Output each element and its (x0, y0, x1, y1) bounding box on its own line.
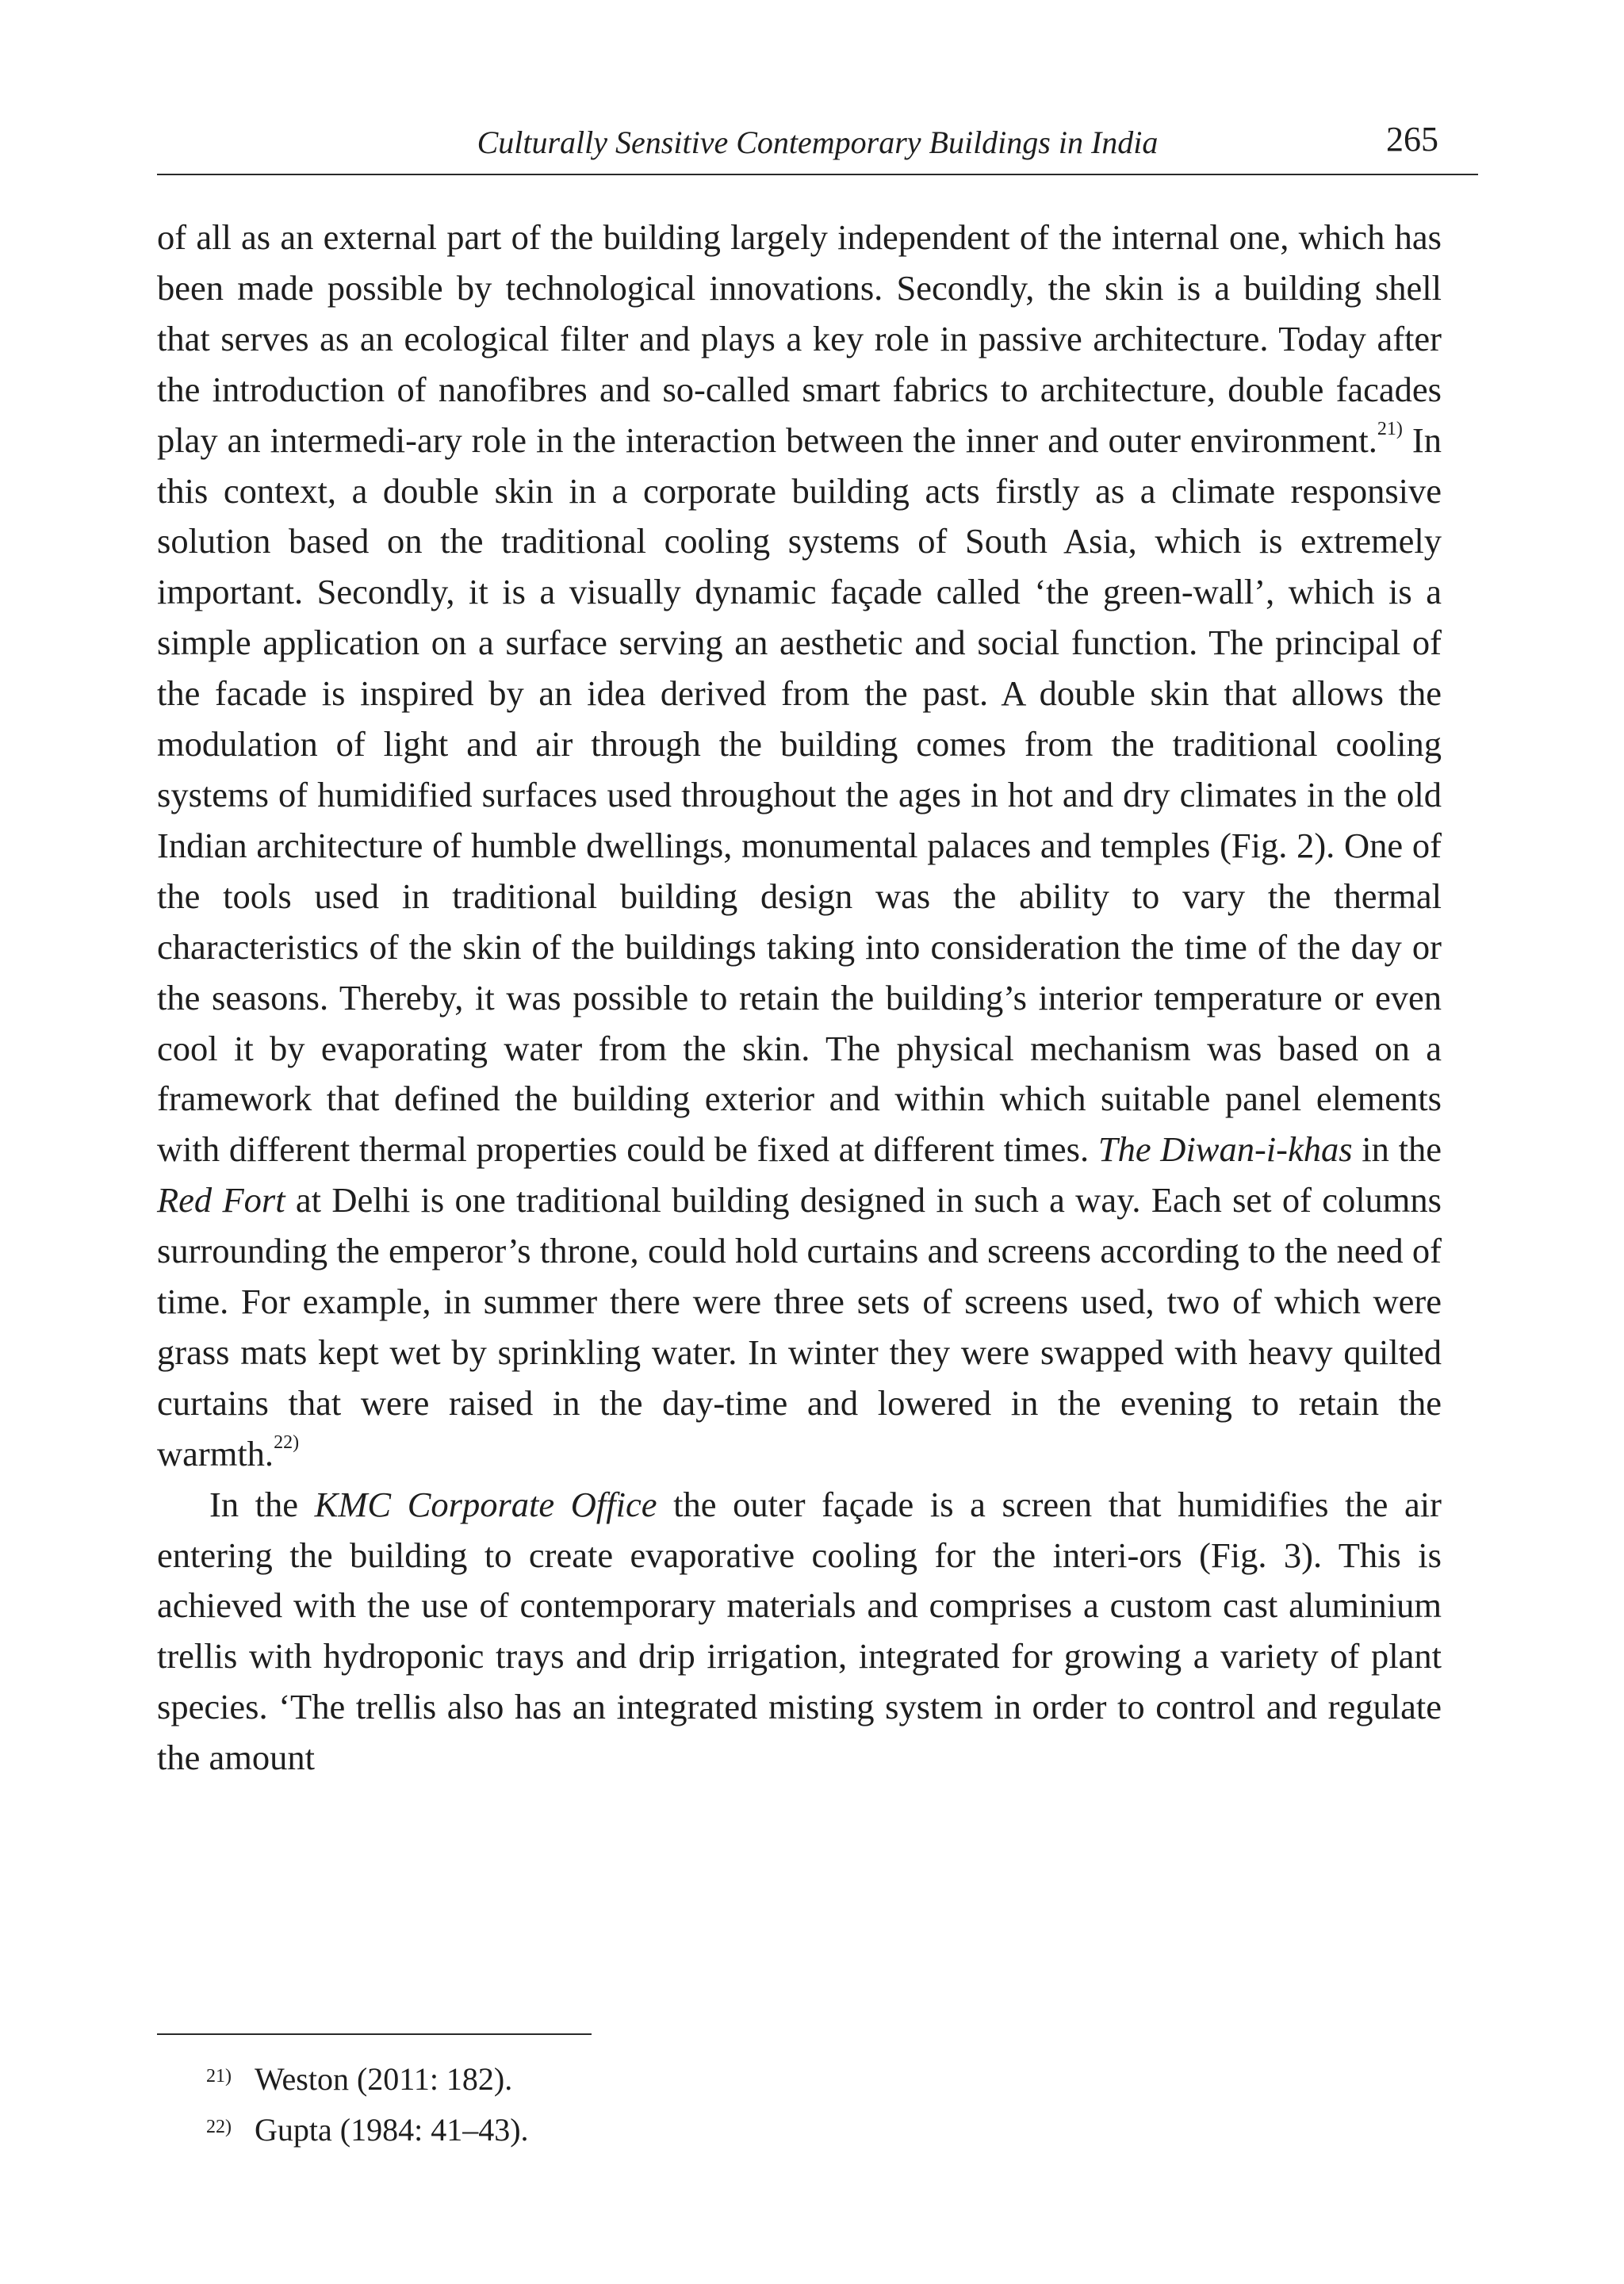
text-run: at Delhi is one traditional building designed in such a way. Each set of columns surrounding the emperor’s throne, could hold curtains and screens according to the need of time. For example, in summer there were three sets of screens used, two of which were grass mats kept wet by sprinkling water. In winter they were swapped with heavy quilted curtains that were raised in the day-time and lowered in the evening to retain the warmth. (157, 1180, 1442, 1473)
body-paragraph (157, 1480, 1442, 1784)
footnote-reference: 22) (274, 1431, 300, 1453)
page-header (157, 117, 1478, 167)
footnote-rule (157, 2033, 592, 2035)
text-run: the outer façade is a screen that humidifies the air entering the building to create evaporative cooling for the interi-ors (Fig. 3). This is achieved with the use of contemporary materials and comprises a custom cast aluminium trellis with hydroponic trays and drip irrigation, integrated for growing a variety of plant species. ‘The trellis also has an integrated misting system in order to control and regulate the amount (157, 1484, 1442, 1778)
footnote (157, 2105, 1442, 2156)
footnote-text: Weston (2011: 182). (255, 2061, 513, 2097)
footnote-number: 21) (206, 2066, 232, 2087)
footnotes (157, 2054, 1442, 2156)
italic-text: KMC Corporate Office (314, 1484, 657, 1524)
italic-text: The Diwan-i-khas (1097, 1129, 1353, 1170)
body-text (157, 213, 1442, 1784)
footnote (157, 2054, 1442, 2105)
header-rule (157, 174, 1478, 175)
footnote-text: Gupta (1984: 41–43). (255, 2112, 529, 2148)
text-run: In this context, a double skin in a corporate building acts firstly as a climate responsive solution based on the traditional cooling systems of South Asia, which is extremely important. Secondly, it is a visually dynamic façade called ‘the green-wall’, which is a simple application on a surface serving an aesthetic and social function. The principal of the facade is inspired by an idea derived from the past. A double skin that allows the modulation of light and air through the building comes from the traditional cooling systems of humidified surfaces used throughout the ages in hot and dry climates in the old Indian architecture of humble dwellings, monumental palaces and temples (Fig. 2). One of the tools used in traditional building design was the ability to vary the thermal characteristics of the skin of the buildings taking into consideration the time of the day or the seasons. Thereby, it was possible to retain the building’s interior temperature or even cool it by evaporating water from the skin. The physical mechanism was based on a framework that defined the building exterior and within which suitable panel elements with different thermal properties could be fixed at different times. (157, 420, 1442, 1170)
page-number: 265 (1386, 120, 1438, 159)
body-paragraph (157, 213, 1442, 1480)
text-run: of all as an external part of the building largely independent of the internal one, which has been made possible by technological innovations. Secondly, the skin is a building shell that serves as an ecological filter and plays a key role in passive architecture. Today after the introduction of nanofibres and so-called smart fabrics to architecture, double facades play an intermedi-ary role in the interaction between the inner and outer environment. (157, 217, 1442, 460)
italic-text: Red Fort (157, 1180, 285, 1221)
footnote-reference: 21) (1377, 418, 1403, 439)
footnote-number: 22) (206, 2117, 232, 2137)
text-run: In the (209, 1484, 315, 1524)
text-run: in the (1352, 1129, 1442, 1170)
running-title: Culturally Sensitive Contemporary Buildings in India (477, 125, 1159, 160)
